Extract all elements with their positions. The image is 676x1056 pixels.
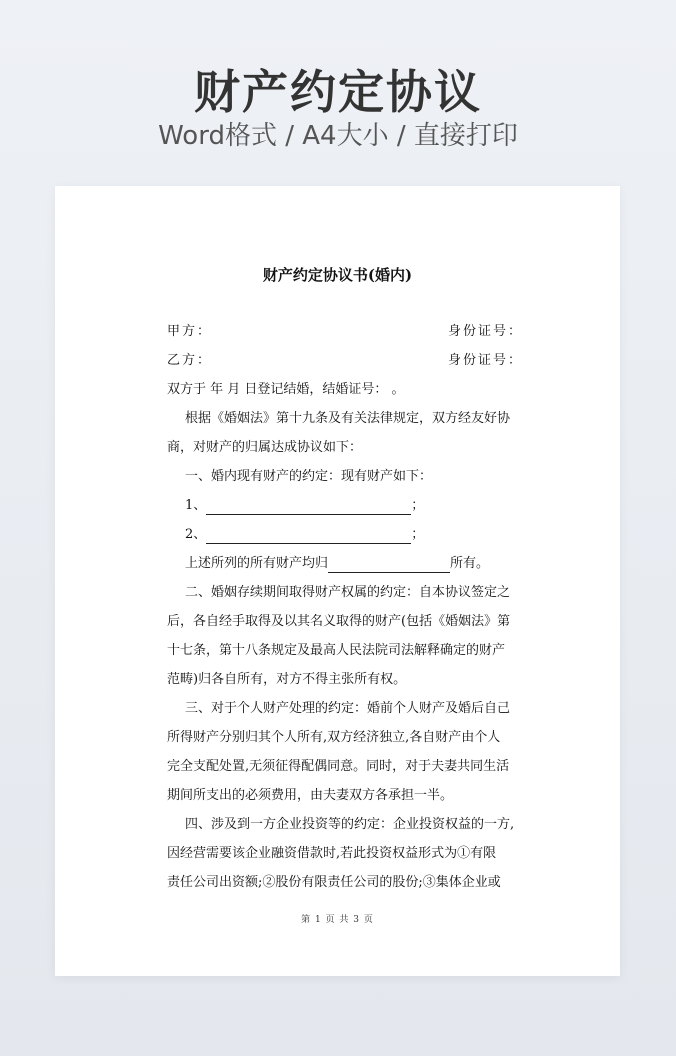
ownership-suffix: 所有。 (450, 556, 490, 571)
party-b-label: 乙方： (167, 353, 213, 368)
ownership-prefix: 上述所列的所有财产均归 (185, 556, 329, 571)
ownership-blank (328, 558, 450, 573)
item-1-blank (206, 500, 411, 515)
party-a-label: 甲方： (167, 324, 213, 339)
section2-line-4: 范畴)归各自所有，对方不得主张所有权。 (167, 672, 407, 687)
page-subtitle: Word格式 / A4大小 / 直接打印 (158, 121, 518, 151)
item-1 (185, 497, 424, 515)
section4-line-2: 因经营需要该企业融资借款时,若此投资权益形式为①有限 (167, 846, 497, 861)
item-2-blank (206, 529, 411, 544)
page-title: 财产约定协议 (194, 65, 482, 119)
page-number: 第 1 页 共 3 页 (301, 915, 374, 925)
section2-line-2: 后，各自经手取得及以其名义取得的财产(包括《婚姻法》第 (167, 614, 511, 629)
section3-line-4: 期间所支出的必须费用，由夫妻双方各承担一半。 (167, 788, 454, 803)
section3-line-3: 完全支配处置,无须征得配偶同意。同时，对于夫妻共同生活 (167, 759, 510, 774)
section4-line-1: 四、涉及到一方企业投资等的约定：企业投资权益的一方, (185, 817, 515, 832)
item-2 (185, 526, 424, 544)
section3-line-2: 所得财产分别归其个人所有,双方经济独立,各自财产由个人 (167, 730, 501, 745)
item-1-suffix: ； (411, 498, 425, 513)
item-2-prefix: 2、 (185, 527, 207, 542)
party-b-id-label: 身份证号： (448, 353, 524, 368)
item-1-prefix: 1、 (185, 498, 207, 513)
section4-line-3: 责任公司出资额;②股份有限责任公司的股份;③集体企业或 (167, 875, 501, 890)
document-title: 财产约定协议书(婚内) (262, 266, 413, 284)
section2-line-3: 十七条，第十八条规定及最高人民法院司法解释确定的财产 (167, 643, 506, 658)
ownership-line (185, 555, 489, 573)
party-a-id-label: 身份证号： (448, 324, 524, 339)
basis-line-2: 商，对财产的归属达成协议如下： (167, 440, 363, 455)
section2-line-1: 二、婚姻存续期间取得财产权属的约定：自本协议签定之 (185, 585, 511, 600)
section3-line-1: 三、对于个人财产处理的约定：婚前个人财产及婚后自己 (185, 701, 511, 716)
basis-line-1: 根据《婚姻法》第十九条及有关法律规定，双方经友好协 (185, 411, 511, 426)
marriage-line: 双方于 年 月 日登记结婚，结婚证号： 。 (167, 382, 405, 397)
item-2-suffix: ； (411, 527, 425, 542)
document-page (55, 186, 620, 976)
section1-heading: 一、婚内现有财产的约定：现有财产如下： (185, 469, 433, 484)
